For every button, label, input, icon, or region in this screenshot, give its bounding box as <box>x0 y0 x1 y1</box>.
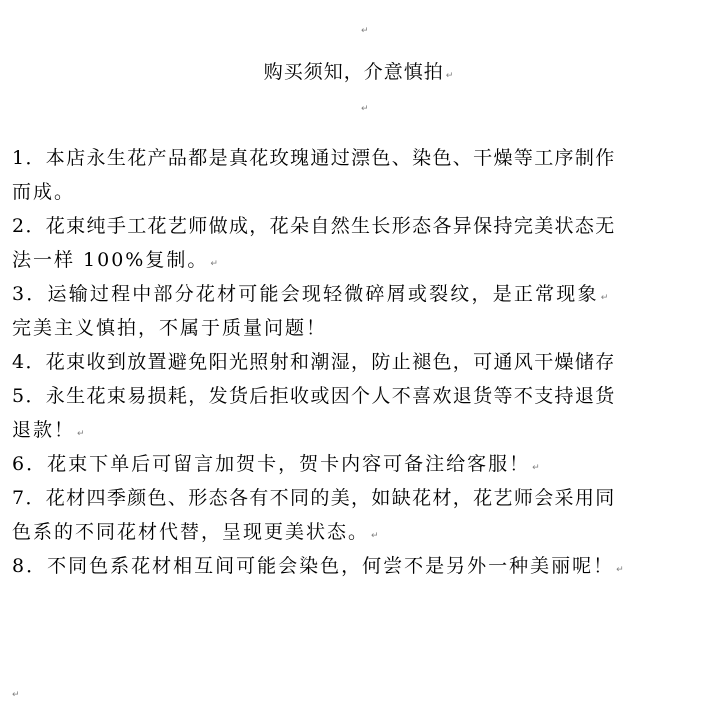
notice-list <box>12 141 712 583</box>
notice-line-7-cont: 色系的不同花材代替，呈现更美状态。 ↵ <box>12 521 381 543</box>
paragraph-mark: ↵ <box>361 104 369 114</box>
notice-line-5: 5．永生花束易损耗，发货后拒收或因个人不喜欢退货等不支持退货 <box>12 385 616 407</box>
notice-line-6: 6．花束下单后可留言加贺卡，贺卡内容可备注给客服！ ↵ <box>12 453 542 475</box>
notice-line-8: 8．不同色系花材相互间可能会染色，何尝不是另外一种美丽呢！ ↵ <box>12 555 626 577</box>
document-title-text: 购买须知，介意慎拍 <box>263 61 444 83</box>
paragraph-mark: ↵ <box>600 293 611 303</box>
notice-line-2-cont: 法一样 100%复制。 ↵ <box>12 249 220 271</box>
paragraph-mark: ↵ <box>532 463 542 473</box>
paragraph-mark: ↵ <box>371 531 381 541</box>
notice-line-1: 1．本店永生花产品都是真花玫瑰通过漂色、染色、干燥等工序制作 <box>12 147 616 169</box>
notice-line-3: 3．运输过程中部分花材可能会现轻微碎屑或裂纹，是正常现象 ↵ <box>12 283 611 305</box>
paragraph-mark: ↵ <box>77 429 87 439</box>
notice-line-3-cont: 完美主义慎拍，不属于质量问题！ <box>12 317 328 339</box>
notice-line-4: 4．花束收到放置避免阳光照射和潮湿，防止褪色，可通风干燥储存 <box>12 351 616 373</box>
paragraph-mark: ↵ <box>616 565 626 575</box>
document-title <box>0 60 718 88</box>
paragraph-mark: ↵ <box>12 690 20 700</box>
paragraph-mark: ↵ <box>210 259 220 269</box>
notice-line-5-cont: 退款！ ↵ <box>12 419 87 441</box>
notice-line-7: 7．花材四季颜色、形态各有不同的美，如缺花材，花艺师会采用同 <box>12 487 616 509</box>
notice-line-1-cont: 而成。 <box>12 181 76 203</box>
notice-line-2: 2．花束纯手工花艺师做成，花朵自然生长形态各异保持完美状态无 <box>12 215 616 237</box>
paragraph-mark: ↵ <box>361 26 369 36</box>
paragraph-mark: ↵ <box>445 71 455 81</box>
